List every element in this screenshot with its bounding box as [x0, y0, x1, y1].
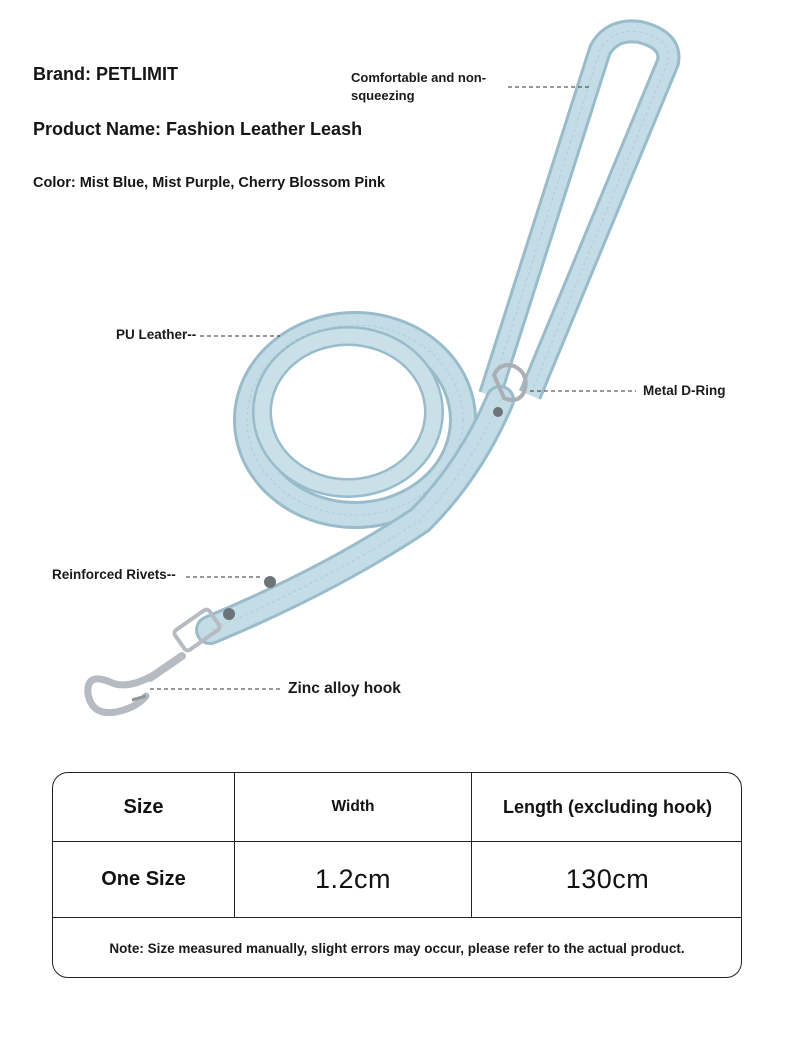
header-width: Width — [235, 773, 472, 841]
table-header-row — [53, 773, 741, 842]
header-length: Length (excluding hook) — [503, 796, 712, 817]
callout-metal-d-ring: Metal D-Ring — [643, 383, 726, 398]
leash-body — [210, 31, 668, 630]
callout-comfortable: Comfortable and non-squeezing — [351, 70, 487, 103]
callout-hook: Zinc alloy hook — [288, 680, 401, 697]
size-table — [52, 772, 742, 978]
product-name-label: Product Name: Fashion Leather Leash — [33, 119, 363, 139]
measurement-note: Note: Size measured manually, slight errors may occur, please refer to the actual product. — [109, 940, 685, 956]
value-width: 1.2cm — [235, 842, 472, 917]
brand-label: Brand: PETLIMIT — [33, 64, 178, 84]
table-row — [53, 842, 741, 918]
header-size: Size — [53, 773, 235, 841]
color-label: Color: Mist Blue, Mist Purple, Cherry Blossom Pink — [33, 175, 386, 191]
value-length: 130cm — [565, 864, 650, 894]
value-size: One Size — [53, 842, 235, 917]
callout-pu-leather: PU Leather-- — [116, 327, 197, 342]
callout-rivets: Reinforced Rivets-- — [52, 567, 176, 582]
